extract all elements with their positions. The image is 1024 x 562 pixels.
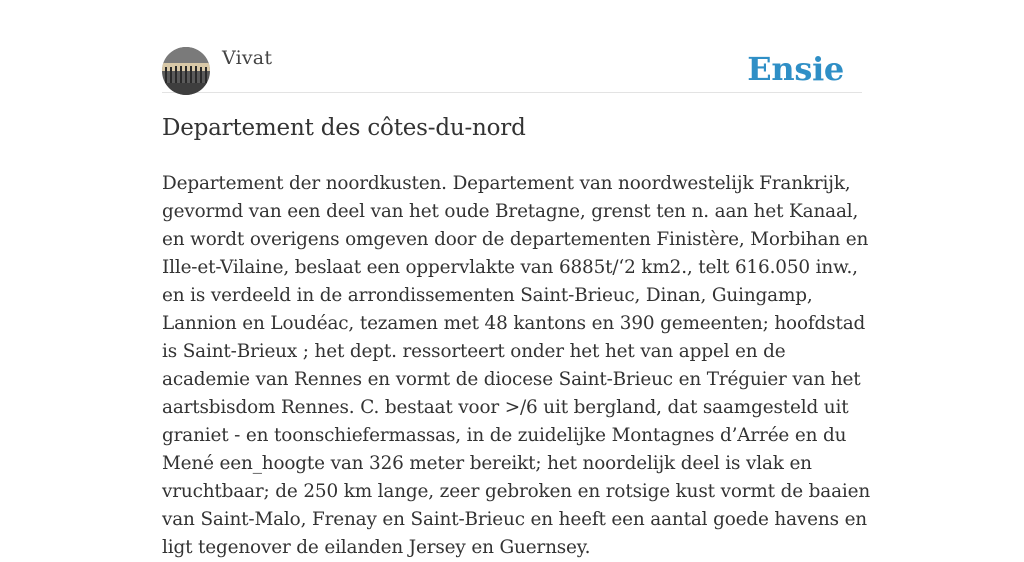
author-name[interactable]: Vivat — [222, 47, 273, 69]
article-header — [162, 46, 862, 93]
brand-logo[interactable]: Ensie — [747, 50, 844, 88]
avatar-image — [162, 47, 210, 95]
article-body: Departement der noordkusten. Departement van noordwestelijk Frankrijk, gevormd van een deel van het oude Bretagne, grenst ten n. aan het Kanaal, en wordt overigens omgeven door de departementen Finistère, Morbihan en Ille-et-Vilaine, beslaat een oppervlakte van 6885t/‘2 km2., telt 616.050 inw., en is verdeeld in de arrondissementen Saint-Brieuc, Dinan, Guingamp, Lannion en Loudéac, tezamen met 48 kantons en 390 gemeenten; hoofdstad is Saint-Brieux ; het dept. ressorteert onder het het van appel en de academie van Rennes en vormt de diocese Saint-Brieuc en Tréguier van het aartsbisdom Rennes. C. bestaat voor >/6 uit bergland, dat saamgesteld uit graniet - en toonschiefermassas, in de zuidelijke Montagnes d’Arrée en du Mené een_hoogte van 326 meter bereikt; het noordelijk deel is vlak en vruchtbaar; de 250 km lange, zeer gebroken en rotsige kust vormt de baaien van Saint-Malo, Frenay en Saint-Brieuc en heeft een aantal goede havens en ligt tegenover de eilanden Jersey en Guernsey. — [162, 173, 871, 558]
article-title: Departement des côtes-du-nord — [162, 115, 526, 141]
author-avatar[interactable] — [162, 47, 210, 95]
